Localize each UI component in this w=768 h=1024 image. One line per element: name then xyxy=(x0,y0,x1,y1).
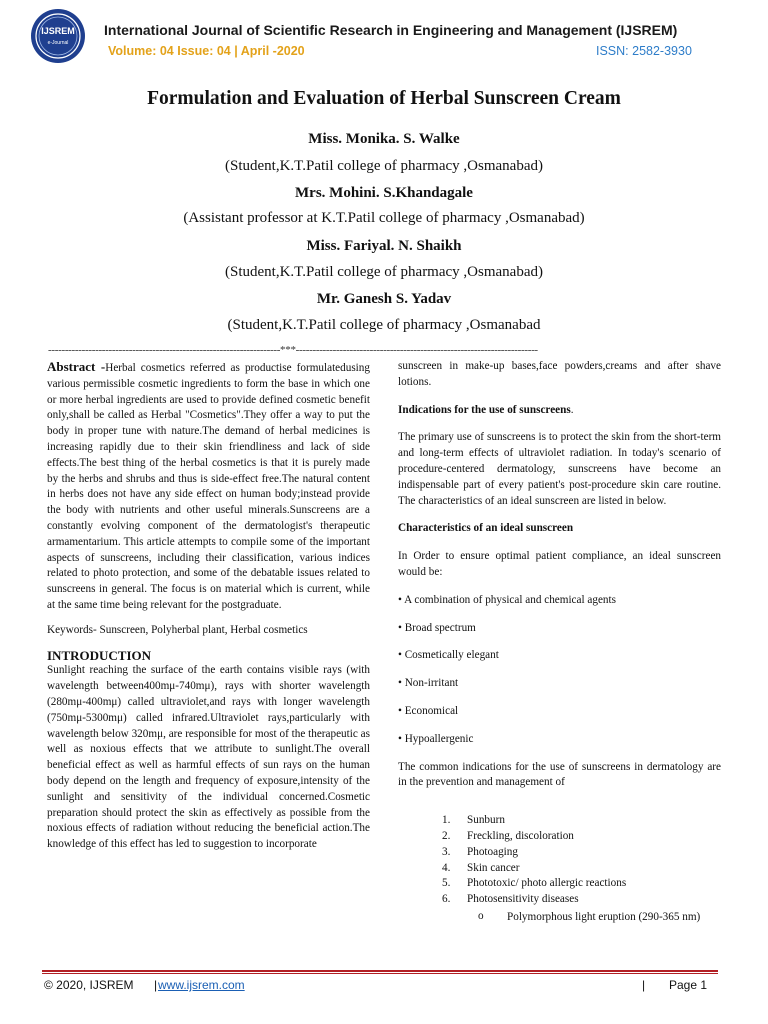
author-name: Miss. Monika. S. Walke xyxy=(308,131,460,147)
list-item: • Hypoallergenic xyxy=(398,732,474,745)
journal-title: International Journal of Scientific Research in Engineering and Management (IJSREM) xyxy=(104,22,678,38)
list-item: • A combination of physical and chemical agents xyxy=(398,593,616,606)
author-name: Mrs. Mohini. S.Khandagale xyxy=(295,185,473,201)
continuation-text: sunscreen in make-up bases,face powders,creams and after shave lotions. xyxy=(398,360,721,388)
logo-text: IJSREM xyxy=(41,26,75,36)
list-item: • Non-irritant xyxy=(398,677,459,690)
list-item xyxy=(442,892,721,908)
author-affiliation: (Assistant professor at K.T.Patil college of pharmacy ,Osmanabad) xyxy=(183,210,585,226)
author-affiliation: (Student,K.T.Patil college of pharmacy ,Osmanabad) xyxy=(225,264,543,280)
footer-separator: | xyxy=(154,978,158,992)
logo-subtext: e-Journal xyxy=(47,40,69,46)
list-item: • Economical xyxy=(398,704,459,717)
list-item: • Broad spectrum xyxy=(398,621,476,634)
common-indications-text: The common indications for the use of sunscreens in dermatology are in the prevention and management of xyxy=(398,760,721,789)
list-item: • Cosmetically elegant xyxy=(398,649,499,662)
footer-website-link[interactable]: www.ijsrem.com xyxy=(158,978,245,992)
abstract-text: Herbal cosmetics referred as productise formulatedusing various permissible cosmetic ingredients to form the base in which one or more herbal ingredients are used to provide defined cosmetic benefit only,shall be called as Herbal "Cosmetics".They offer a way to put the body in proper tune with nature.The demand of herbal medicines is increasing rapidly due to their skin friendliness and lack of side effects.The best thing of the herbal cosmetics is that it is purely made by the herbs and shrubs and thus is side-effect free.The natural content in herbs does not have any side effect on human body;instead provide the body with nutrients and other useful minerals.Sunscreens are a constantly evolving component of the dermatologist's therapeutic armamentarium. This article attempts to compile some of the important aspects of sunscreens, including their classification, various indices related to photo protection, and some of the debatable issues related to sunscreens in general. The focus is on material which is current, while at the same time being relevant for the postgraduate. xyxy=(47,362,370,611)
indications-heading: Indications for the use of sunscreens xyxy=(398,403,571,416)
list-text: Sunburn xyxy=(467,814,505,827)
author-name: Mr. Ganesh S. Yadav xyxy=(316,291,452,307)
journal-logo xyxy=(30,8,86,64)
list-number: 3. xyxy=(442,845,451,858)
footer-rule-thin xyxy=(42,973,718,974)
keywords: Keywords- Sunscreen, Polyherbal plant, Herbal cosmetics xyxy=(47,623,308,636)
list-item xyxy=(442,876,721,892)
author-affiliation: (Student,K.T.Patil college of pharmacy ,Osmanabad xyxy=(227,317,541,333)
footer-copyright: © 2020, IJSREM xyxy=(44,978,134,992)
list-number: 4. xyxy=(442,861,451,874)
indications-list xyxy=(398,813,721,908)
volume-issue: Volume: 04 Issue: 04 | April -2020 xyxy=(108,44,305,58)
footer-separator: | xyxy=(642,978,646,992)
list-text: Photoaging xyxy=(467,845,518,858)
list-number: 6. xyxy=(442,893,451,906)
characteristics-intro: In Order to ensure optimal patient compliance, an ideal sunscreen would be: xyxy=(398,550,721,578)
footer-rule xyxy=(42,970,718,972)
list-item xyxy=(442,861,721,877)
introduction-heading: INTRODUCTION xyxy=(47,647,152,663)
author-name: Miss. Fariyal. N. Shaikh xyxy=(306,238,462,254)
abstract xyxy=(47,359,370,614)
characteristics-heading: Characteristics of an ideal sunscreen xyxy=(398,522,574,535)
list-item xyxy=(442,829,721,845)
list-item xyxy=(442,813,721,829)
list-text: Freckling, discoloration xyxy=(467,829,574,842)
sub-list-item xyxy=(398,910,721,926)
sub-item-text: Polymorphous light eruption (290-365 nm) xyxy=(507,910,701,923)
indications-heading-line xyxy=(398,403,721,419)
list-number: 1. xyxy=(442,814,451,827)
list-text: Skin cancer xyxy=(467,861,520,874)
abstract-label: Abstract - xyxy=(47,359,106,374)
list-number: 2. xyxy=(442,829,451,842)
indications-text: The primary use of sunscreens is to protect the skin from the short-term and long-term effects of ultraviolet radiation. In today's scenario of procedure-centered dermatology, sunscreens have become an indispensable part of every patient's post-procedure skin care routine. The characteristics of an ideal sunscreen are listed in below. xyxy=(398,431,721,507)
list-number: 5. xyxy=(442,877,451,890)
author-affiliation: (Student,K.T.Patil college of pharmacy ,Osmanabad) xyxy=(225,158,543,174)
paper-title: Formulation and Evaluation of Herbal Sunscreen Cream xyxy=(147,88,621,109)
left-column xyxy=(47,359,370,853)
right-column xyxy=(398,359,721,926)
list-text: Phototoxic/ photo allergic reactions xyxy=(467,877,627,890)
indications-heading-end: . xyxy=(570,403,574,416)
list-item xyxy=(442,845,721,861)
page-number: Page 1 xyxy=(669,978,708,992)
introduction-text: Sunlight reaching the surface of the earth contains visible rays (with wavelength between400mμ-740mμ), rays with shorter wavelength (280mμ-400mμ) called ultraviolet,and rays with longer wavelength (750mμ-5300mμ) called infrared.Ultraviolet rays,particularly with wavelength below 320mμ, are responsible for most of the therapeutic as well as noxious effects that we attribute to sunlight.The overall beneficial effect as well as harmful effects of sun rays on the human body depend on the length and frequency of exposure,intensity of the sunlight and sensitivity of the individual concerned.Cosmetic preparation should protect the skin as effectively as possible from the noxious effects of radiation without reducing the beneficial action.The knowledge of this effect has led to suggestion to incorporate xyxy=(47,664,370,851)
circle-bullet-icon: o xyxy=(478,909,484,922)
section-separator: ---------------------------------------------------------------------***------------------------------------------------------------------------ xyxy=(48,344,538,356)
list-text: Photosensitivity diseases xyxy=(467,893,579,906)
issn: ISSN: 2582-3930 xyxy=(596,44,692,58)
